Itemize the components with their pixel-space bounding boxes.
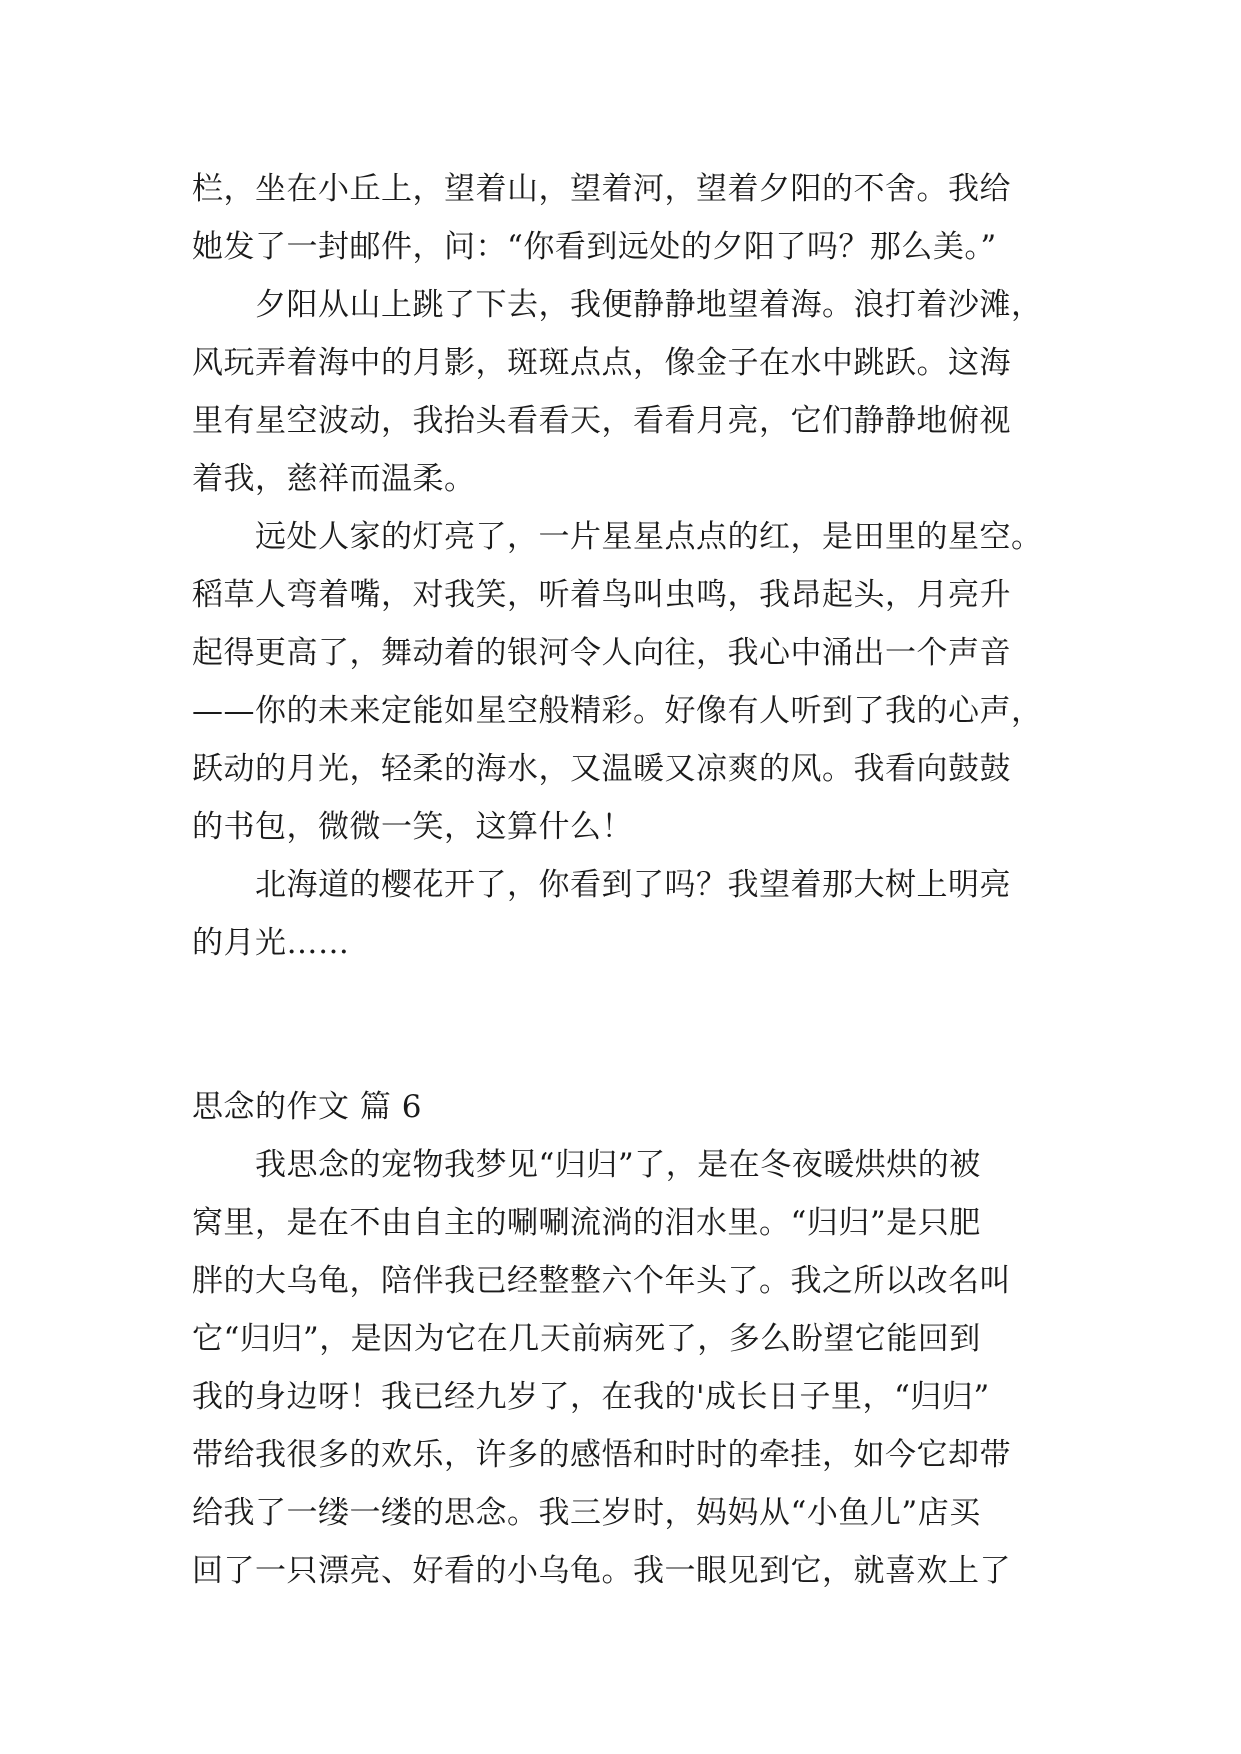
text-line: 风玩弄着海中的月影，斑斑点点，像金子在水中跳跃。这海: [192, 345, 1011, 381]
text-line: 栏，坐在小丘上，望着山，望着河，望着夕阳的不舍。我给: [192, 171, 1011, 207]
text-line: 给我了一缕一缕的思念。我三岁时，妈妈从“小鱼儿”店买: [192, 1495, 981, 1531]
text-line: 跃动的月光，轻柔的海水，又温暖又凉爽的风。我看向鼓鼓: [192, 751, 1011, 787]
text-line: 我的身边呀！我已经九岁了，在我的'成长日子里，“归归”: [192, 1379, 990, 1415]
document-body: [192, 160, 1052, 1600]
text-line: 带给我很多的欢乐，许多的感悟和时时的牵挂，如今它却带: [192, 1437, 1011, 1473]
text-line: 着我，慈祥而温柔。: [192, 461, 476, 497]
text-line: 里有星空波动，我抬头看看天，看看月亮，它们静静地俯视: [192, 403, 1011, 439]
text-line: 的月光……: [192, 925, 350, 961]
text-line: 它“归归”，是因为它在几天前病死了，多么盼望它能回到: [192, 1321, 981, 1357]
text-line: 回了一只漂亮、好看的小乌龟。我一眼见到它，就喜欢上了: [192, 1553, 1011, 1589]
text-line: 的书包，微微一笑，这算什么！: [192, 809, 633, 845]
text-line: 夕阳从山上跳了下去，我便静静地望着海。浪打着沙滩，: [192, 287, 1043, 323]
text-line: 窝里，是在不由自主的唰唰流淌的泪水里。“归归”是只肥: [192, 1205, 981, 1241]
text-line: 北海道的樱花开了，你看到了吗？我望着那大树上明亮: [192, 867, 1011, 903]
text-line: 我思念的宠物我梦见“归归”了，是在冬夜暖烘烘的被: [192, 1147, 981, 1183]
text-line: 稻草人弯着嘴，对我笑，听着鸟叫虫鸣，我昂起头，月亮升: [192, 577, 1011, 613]
text-line: 远处人家的灯亮了，一片星星点点的红，是田里的星空。: [192, 519, 1043, 555]
section-heading: 思念的作文 篇 6: [192, 1089, 422, 1125]
text-line: 她发了一封邮件，问：“你看到远处的夕阳了吗？那么美。”: [192, 229, 997, 265]
text-line: 胖的大乌龟，陪伴我已经整整六个年头了。我之所以改名叫: [192, 1263, 1011, 1299]
paragraph-block-1: [192, 160, 1052, 972]
paragraph-block-2: [192, 1136, 1052, 1600]
text-line: ——你的未来定能如星空般精彩。好像有人听到了我的心声，: [192, 693, 1043, 729]
section-spacer: [192, 972, 1052, 1078]
text-line: 起得更高了，舞动着的银河令人向往，我心中涌出一个声音: [192, 635, 1011, 671]
